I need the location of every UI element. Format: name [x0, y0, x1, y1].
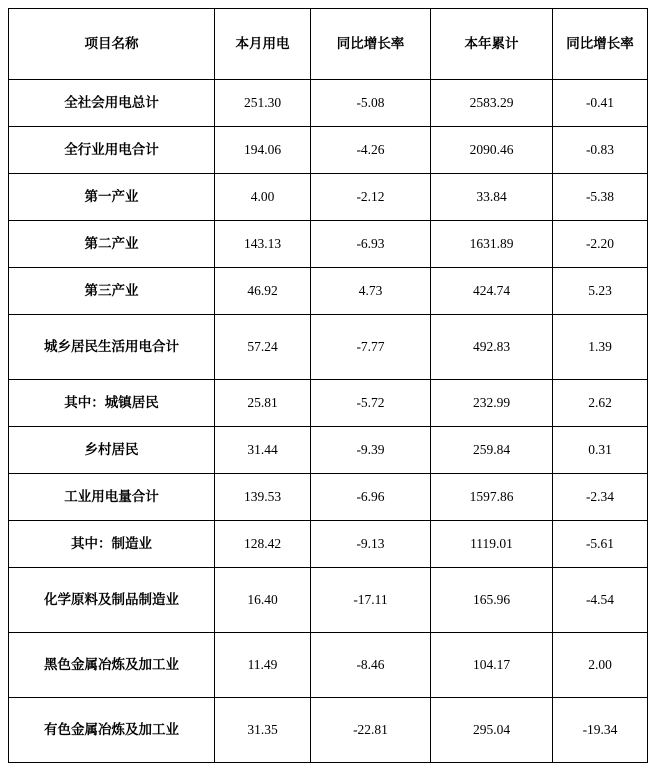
table-row [9, 521, 648, 568]
row-month-value: 46.92 [215, 268, 311, 315]
row-ytd-value: 1631.89 [431, 221, 553, 268]
row-ytd-yoy-value: 1.39 [553, 315, 648, 380]
row-month-yoy-value: 4.73 [311, 268, 431, 315]
row-label: 城乡居民生活用电合计 [9, 315, 215, 380]
row-label: 乡村居民 [9, 427, 215, 474]
row-month-value: 128.42 [215, 521, 311, 568]
row-month-value: 57.24 [215, 315, 311, 380]
row-month-value: 16.40 [215, 568, 311, 633]
row-label: 全社会用电总计 [9, 80, 215, 127]
row-label: 化学原料及制品制造业 [9, 568, 215, 633]
column-header-ytd-yoy: 同比增长率 [553, 9, 648, 80]
row-label: 其中：城镇居民 [9, 380, 215, 427]
row-month-value: 194.06 [215, 127, 311, 174]
row-ytd-value: 492.83 [431, 315, 553, 380]
row-month-yoy-value: -9.13 [311, 521, 431, 568]
row-month-value: 31.35 [215, 698, 311, 763]
table-row [9, 427, 648, 474]
row-month-yoy-value: -17.11 [311, 568, 431, 633]
row-month-value: 143.13 [215, 221, 311, 268]
row-ytd-value: 33.84 [431, 174, 553, 221]
row-label: 第一产业 [9, 174, 215, 221]
row-ytd-value: 165.96 [431, 568, 553, 633]
row-ytd-value: 424.74 [431, 268, 553, 315]
row-month-yoy-value: -9.39 [311, 427, 431, 474]
table-row [9, 268, 648, 315]
table-row [9, 127, 648, 174]
row-ytd-value: 232.99 [431, 380, 553, 427]
table-header [9, 9, 648, 80]
row-ytd-yoy-value: -5.61 [553, 521, 648, 568]
row-label: 工业用电量合计 [9, 474, 215, 521]
row-month-yoy-value: -5.08 [311, 80, 431, 127]
table-row [9, 221, 648, 268]
table-header-row [9, 9, 648, 80]
row-ytd-yoy-value: 5.23 [553, 268, 648, 315]
row-ytd-yoy-value: -5.38 [553, 174, 648, 221]
row-month-yoy-value: -22.81 [311, 698, 431, 763]
table-row [9, 174, 648, 221]
row-ytd-yoy-value: -2.34 [553, 474, 648, 521]
row-ytd-yoy-value: 0.31 [553, 427, 648, 474]
table-row [9, 315, 648, 380]
row-month-value: 31.44 [215, 427, 311, 474]
row-month-yoy-value: -7.77 [311, 315, 431, 380]
column-header-ytd: 本年累计 [431, 9, 553, 80]
row-ytd-value: 1119.01 [431, 521, 553, 568]
row-ytd-value: 2090.46 [431, 127, 553, 174]
table-row [9, 698, 648, 763]
row-month-yoy-value: -6.96 [311, 474, 431, 521]
table-row [9, 568, 648, 633]
row-label: 第二产业 [9, 221, 215, 268]
table-body [9, 80, 648, 763]
row-month-yoy-value: -2.12 [311, 174, 431, 221]
row-ytd-yoy-value: -2.20 [553, 221, 648, 268]
row-ytd-yoy-value: 2.62 [553, 380, 648, 427]
table-row [9, 380, 648, 427]
row-month-value: 4.00 [215, 174, 311, 221]
column-header-month: 本月用电 [215, 9, 311, 80]
electricity-consumption-table [8, 8, 648, 763]
row-month-yoy-value: -6.93 [311, 221, 431, 268]
row-ytd-yoy-value: -4.54 [553, 568, 648, 633]
row-ytd-yoy-value: -0.83 [553, 127, 648, 174]
row-ytd-value: 104.17 [431, 633, 553, 698]
row-label: 全行业用电合计 [9, 127, 215, 174]
row-month-value: 11.49 [215, 633, 311, 698]
table-row [9, 474, 648, 521]
row-ytd-yoy-value: -19.34 [553, 698, 648, 763]
row-ytd-yoy-value: 2.00 [553, 633, 648, 698]
row-ytd-value: 1597.86 [431, 474, 553, 521]
row-month-yoy-value: -8.46 [311, 633, 431, 698]
row-label: 有色金属冶炼及加工业 [9, 698, 215, 763]
row-month-value: 139.53 [215, 474, 311, 521]
row-label: 黑色金属冶炼及加工业 [9, 633, 215, 698]
row-month-yoy-value: -4.26 [311, 127, 431, 174]
row-label: 其中：制造业 [9, 521, 215, 568]
row-month-yoy-value: -5.72 [311, 380, 431, 427]
table-row [9, 80, 648, 127]
row-ytd-yoy-value: -0.41 [553, 80, 648, 127]
column-header-month-yoy: 同比增长率 [311, 9, 431, 80]
row-month-value: 25.81 [215, 380, 311, 427]
table-row [9, 633, 648, 698]
row-ytd-value: 259.84 [431, 427, 553, 474]
column-header-name: 项目名称 [9, 9, 215, 80]
row-label: 第三产业 [9, 268, 215, 315]
row-ytd-value: 295.04 [431, 698, 553, 763]
row-month-value: 251.30 [215, 80, 311, 127]
row-ytd-value: 2583.29 [431, 80, 553, 127]
